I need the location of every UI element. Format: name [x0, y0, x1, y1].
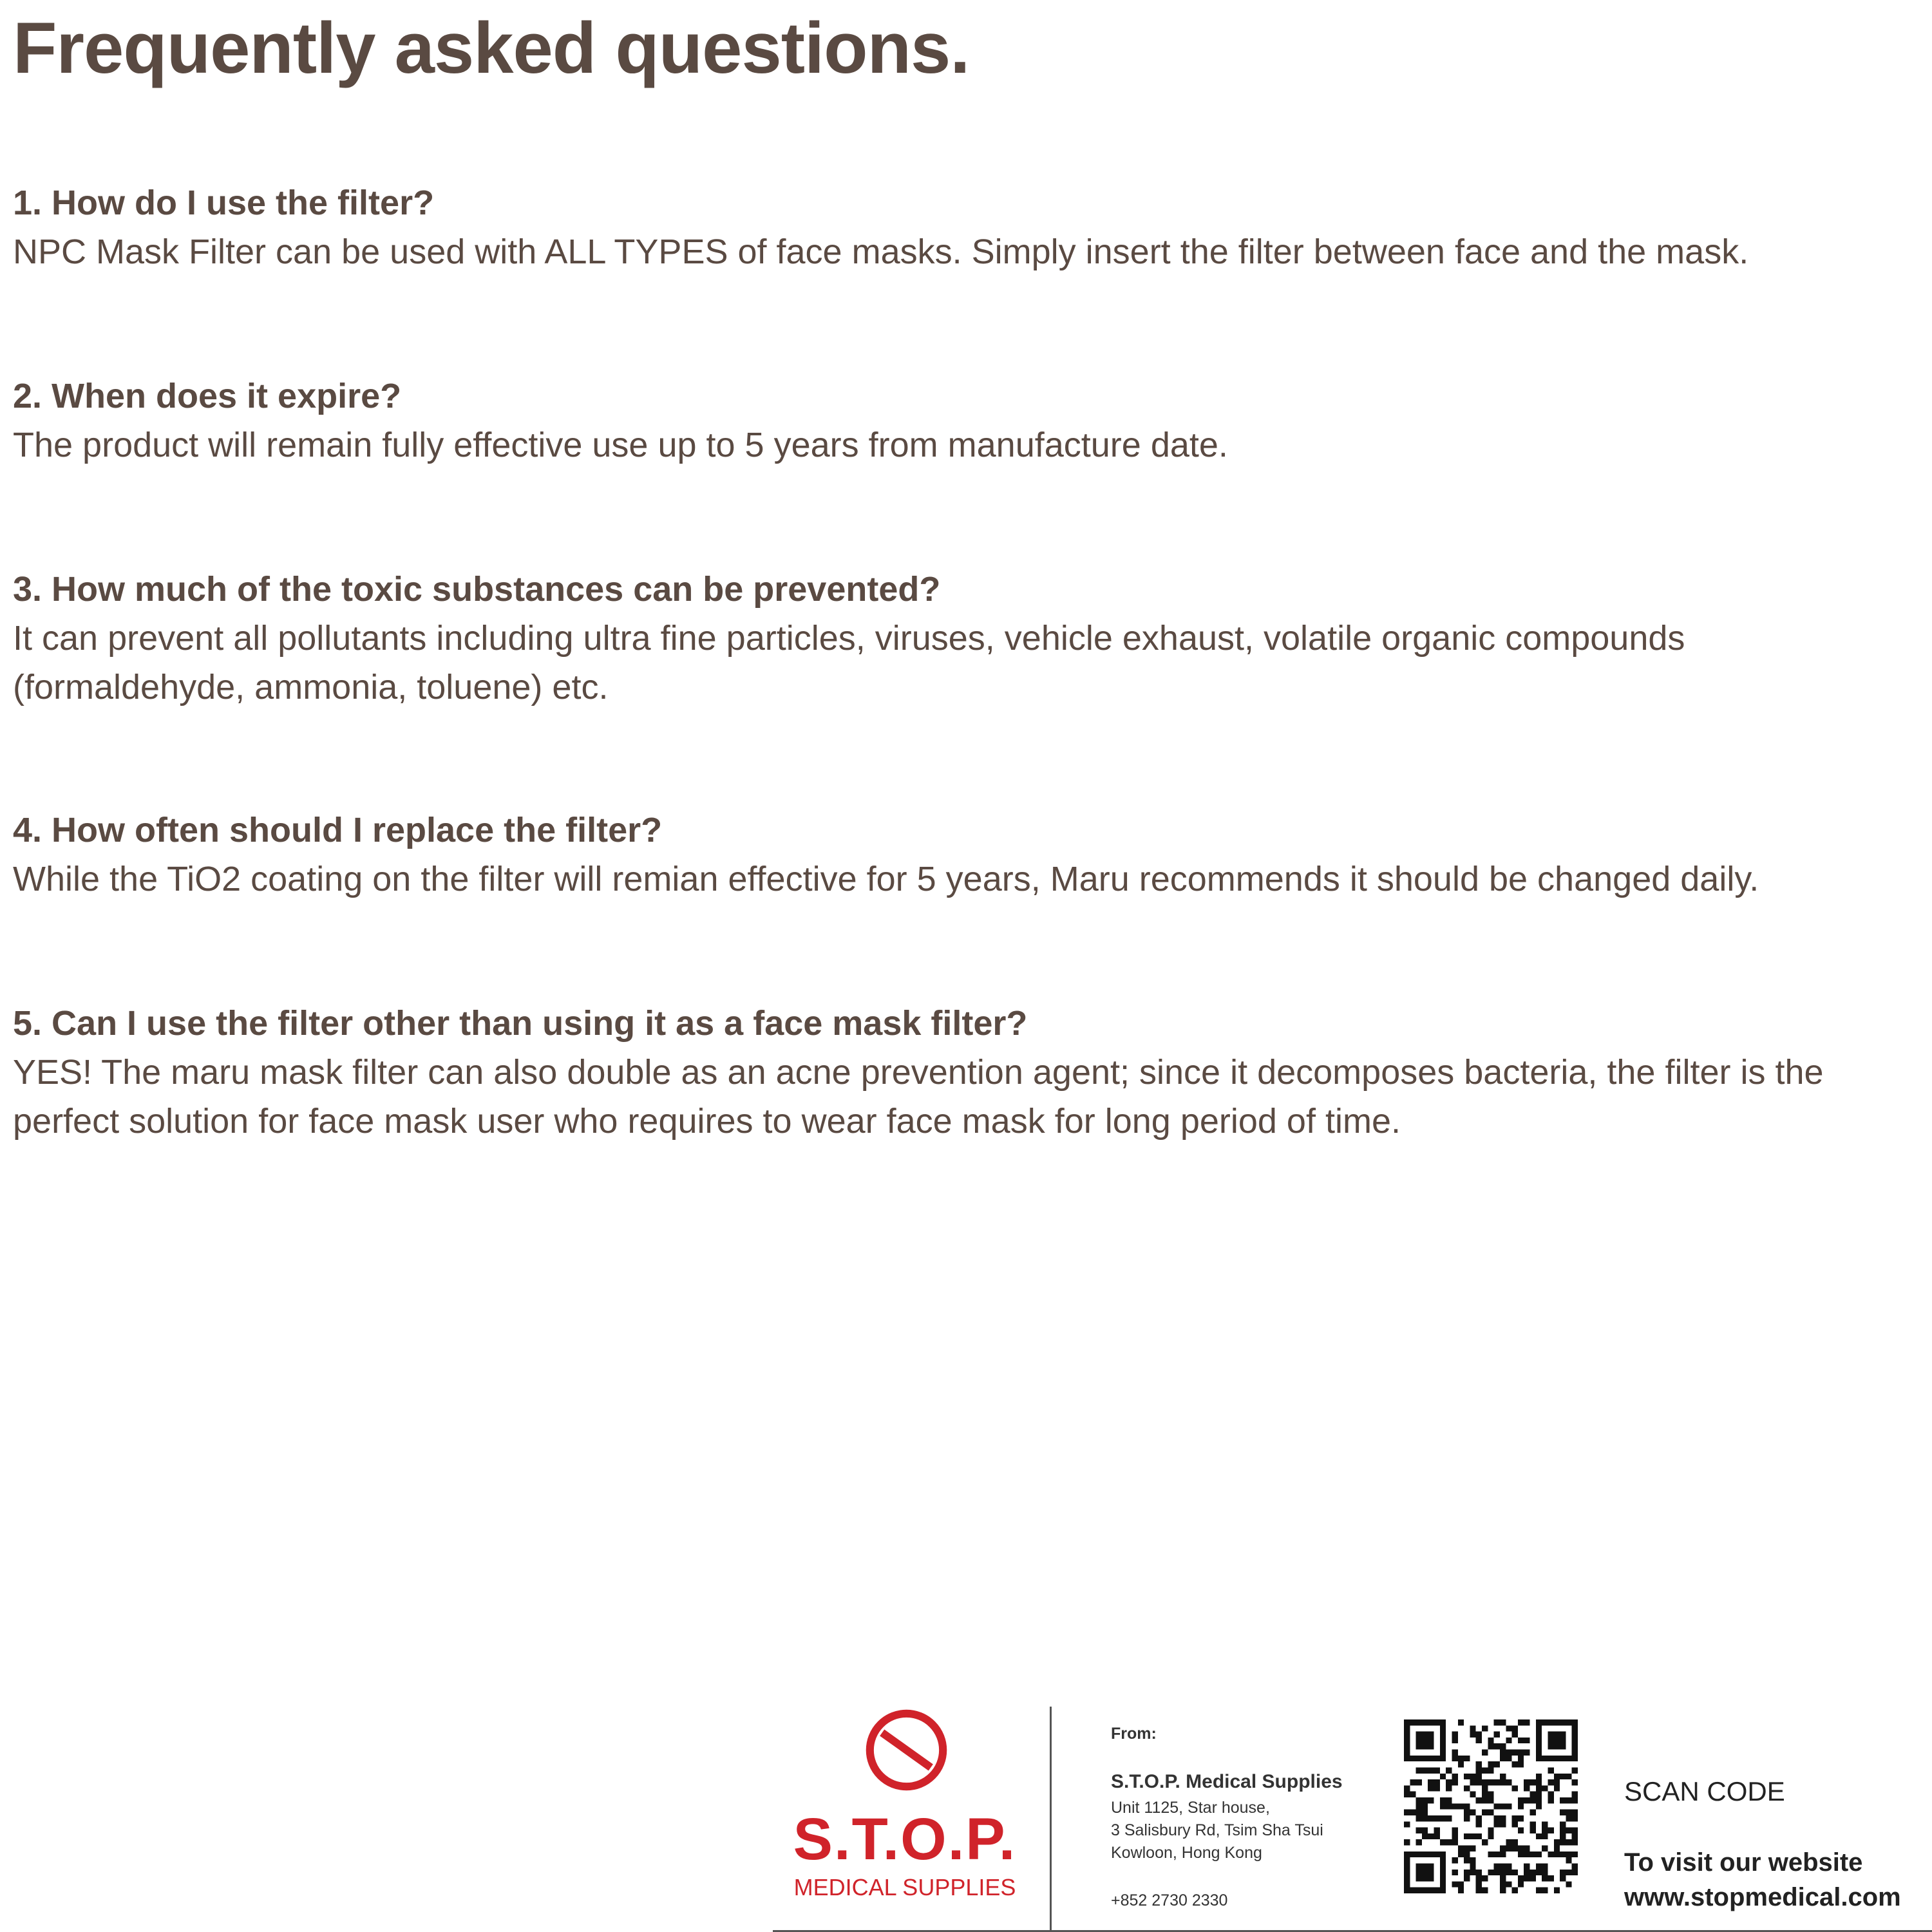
website-link[interactable]: www.stopmedical.com — [1624, 1883, 1901, 1911]
brand-name: S.T.O.P. — [793, 1806, 1017, 1872]
faq-answer: It can prevent all pollutants including ultra fine particles, viruses, vehicle exhaust, volatile organic compounds (formaldehyde, ammonia, toluene) etc. — [13, 619, 1685, 706]
faq-item — [13, 565, 1893, 712]
faq-item — [13, 999, 1893, 1146]
faq-answer: While the TiO2 coating on the filter will remian effective for 5 years, Maru recommends it should be changed daily. — [13, 860, 1759, 898]
qr-code-icon[interactable] — [1404, 1719, 1578, 1893]
page-title: Frequently asked questions. — [13, 8, 970, 88]
faq-item — [13, 372, 1893, 469]
scan-code-label: SCAN CODE — [1624, 1776, 1785, 1806]
faq-answer: NPC Mask Filter can be used with ALL TYPES of face masks. Simply insert the filter between face and the mask. — [13, 232, 1749, 271]
company-address — [1111, 1797, 1323, 1864]
address-line: 3 Salisbury Rd, Tsim Sha Tsui — [1111, 1821, 1323, 1839]
faq-question: 4. How often should I replace the filter? — [13, 811, 663, 849]
faq-question: 3. How much of the toxic substances can be prevented? — [13, 570, 941, 609]
footer-divider — [1050, 1707, 1052, 1932]
faq-item — [13, 178, 1893, 276]
faq-question: 5. Can I use the filter other than using it as a face mask filter? — [13, 1004, 1028, 1043]
faq-answer: The product will remain fully effective use up to 5 years from manufacture date. — [13, 426, 1228, 464]
faq-answer: YES! The maru mask filter can also double as an acne prevention agent; since it decomposes bacteria, the filter is the perfect solution for face mask user who requires to wear face mask for long period of time. — [13, 1053, 1824, 1141]
brand-tagline: MEDICAL SUPPLIES — [793, 1874, 1016, 1900]
faq-question: 1. How do I use the filter? — [13, 184, 435, 222]
phone-number: +852 2730 2330 — [1111, 1891, 1228, 1909]
from-label: From: — [1111, 1725, 1157, 1743]
faq-item — [13, 806, 1893, 904]
faq-question: 2. When does it expire? — [13, 377, 402, 415]
footer — [773, 1707, 1932, 1932]
visit-website — [1624, 1845, 1901, 1915]
company-name: S.T.O.P. Medical Supplies — [1111, 1771, 1343, 1792]
stop-logo-icon — [863, 1707, 950, 1794]
visit-label: To visit our website — [1624, 1848, 1863, 1877]
address-line: Kowloon, Hong Kong — [1111, 1844, 1262, 1862]
address-line: Unit 1125, Star house, — [1111, 1799, 1270, 1817]
